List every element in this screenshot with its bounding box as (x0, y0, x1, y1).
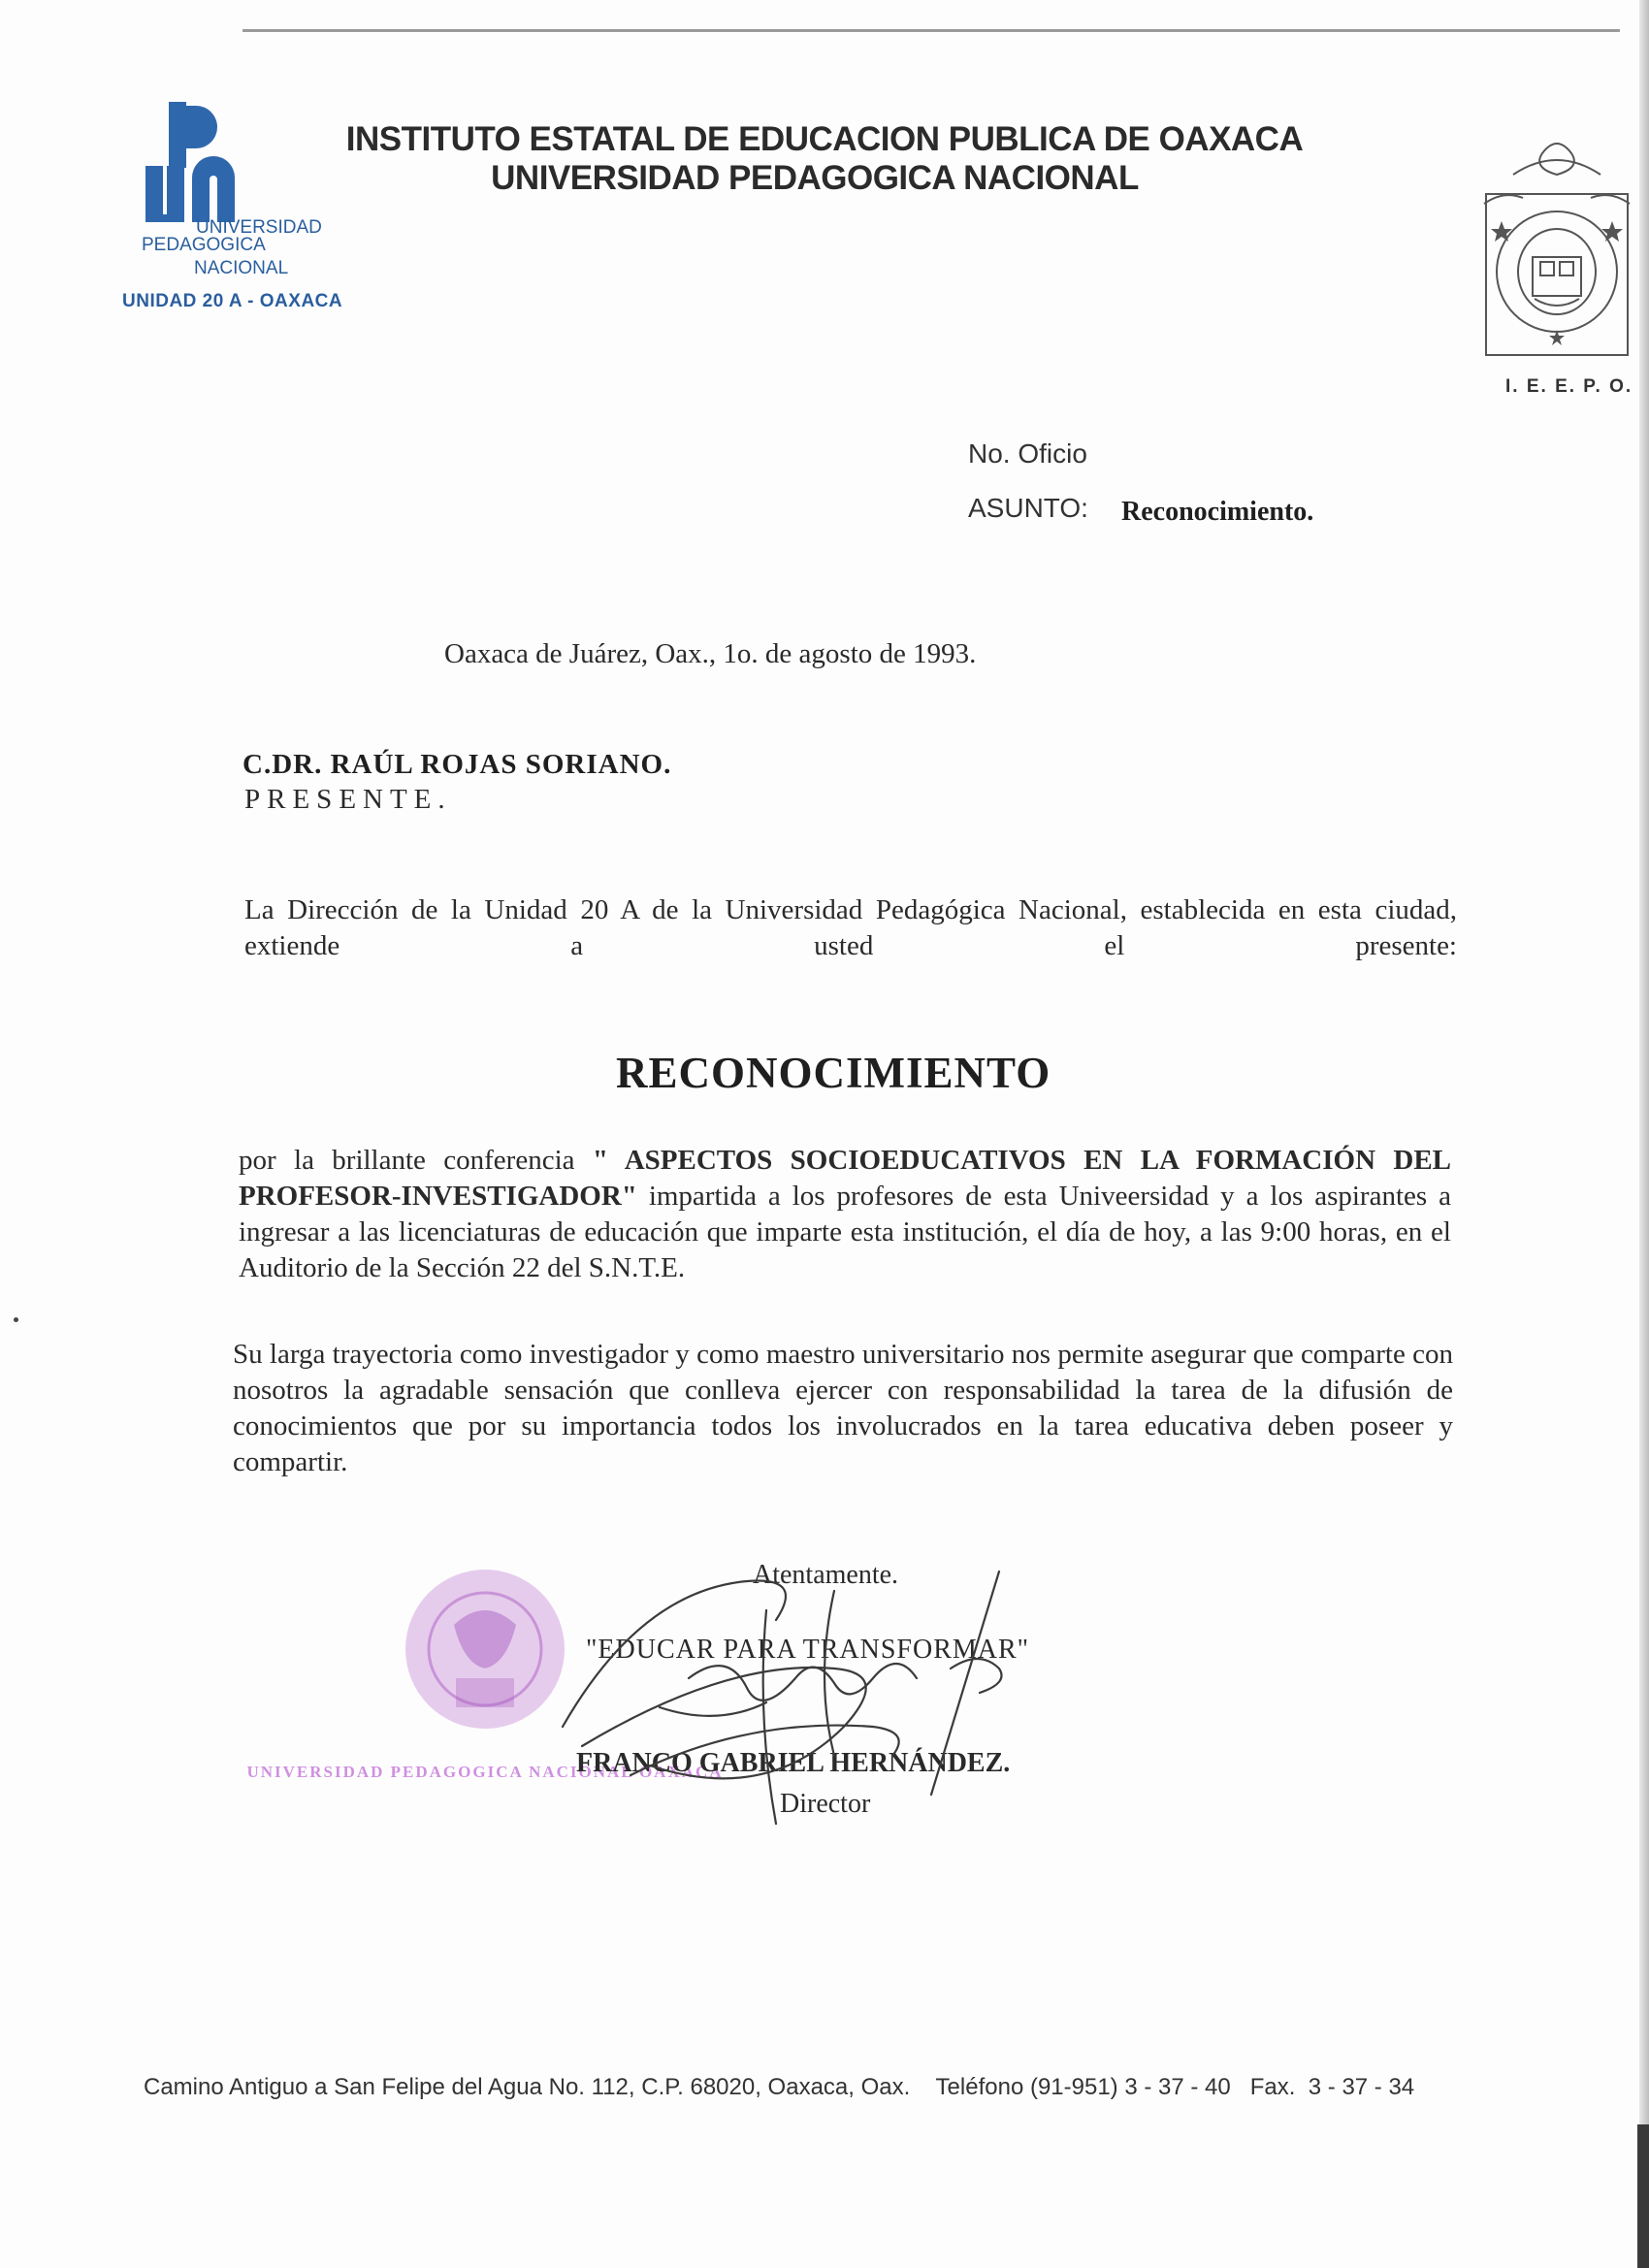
upn-unit-label: UNIDAD 20 A - OAXACA (122, 291, 343, 311)
handwritten-signature (543, 1552, 1048, 1843)
institution-title: INSTITUTO ESTATAL DE EDUCACION PUBLICA DE OAXACA (345, 120, 1304, 158)
stamp-text: UNIVERSIDAD PEDAGOGICA NACIONAL OAXACA (246, 1763, 724, 1781)
ieepo-seal-icon (1474, 126, 1639, 369)
institution-subtitle: UNIVERSIDAD PEDAGOGICA NACIONAL (491, 159, 1139, 197)
footer-phone: Teléfono (91-951) 3 - 37 - 40 (935, 2074, 1231, 2100)
closing-motto: "EDUCAR PARA TRANSFORMAR" (586, 1635, 1030, 1665)
closing-atentamente: Atentamente. (753, 1560, 899, 1590)
signer-role: Director (780, 1789, 871, 1819)
upn-name-line2: PEDAGOGICA (142, 235, 266, 255)
asunto-value: Reconocimiento. (1121, 497, 1314, 527)
footer-address: Camino Antiguo a San Felipe del Agua No. 112, C.P. 68020, Oaxaca, Oax. (144, 2074, 911, 2100)
scan-edge (1639, 0, 1649, 2268)
upn-name-line3: NACIONAL (194, 258, 289, 278)
recipient-name: C.DR. RAÚL ROJAS SORIANO. (242, 749, 672, 780)
intro-text: La Dirección de la Unidad 20 A de la Universidad Pedagógica Nacional, establecida en esta ciudad, extiende a usted el presente: (244, 894, 1457, 961)
upn-name-line1: UNIVERSIDAD (196, 217, 322, 238)
conference-text-a: por la brillante conferencia (239, 1145, 593, 1176)
conference-paragraph (239, 1143, 1451, 1286)
footer-contact (144, 2074, 1414, 2101)
top-rule (242, 29, 1620, 32)
intro-paragraph (244, 892, 1457, 1000)
recognition-heading: RECONOCIMIENTO (616, 1049, 1051, 1097)
upn-logo-icon (136, 102, 252, 228)
scan-speck (14, 1317, 18, 1322)
trajectory-text: Su larga trayectoria como investigador y como maestro universitario nos permite asegurar que comparte con nosotros la agradable sensación que conlleva ejercer con responsabilidad la tarea de la difusión de conocimientos que por su importancia todos los involucrados en la tarea educativa deben poseer y compartir. (233, 1339, 1453, 1477)
conference-text-b: impartida a los profesores de esta Univeersidad y a los aspirantes a ingresar a las licenciaturas de educación que imparte esta institución, el día de hoy, a las 9:00 horas, en el Auditorio de la Sección 22 del S.N.T.E. (239, 1181, 1451, 1283)
recipient-presente: PRESENTE. (244, 784, 452, 815)
date-line: Oaxaca de Juárez, Oax., 1o. de agosto de 1993. (444, 638, 977, 669)
trajectory-paragraph (233, 1337, 1453, 1480)
ieepo-label: I. E. E. P. O. (1505, 376, 1633, 397)
scan-edge-dark (1637, 2124, 1649, 2268)
signer-name: FRANCO GABRIEL HERNÁNDEZ. (576, 1748, 1011, 1778)
oficio-label: No. Oficio (968, 438, 1087, 469)
asunto-label: ASUNTO: (968, 493, 1088, 523)
conference-title: " ASPECTOS SOCIOEDUCATIVOS EN LA FORMACIÓN DEL PROFESOR-INVESTIGADOR" (239, 1145, 1452, 1212)
footer-fax: Fax. 3 - 37 - 34 (1249, 2074, 1415, 2100)
